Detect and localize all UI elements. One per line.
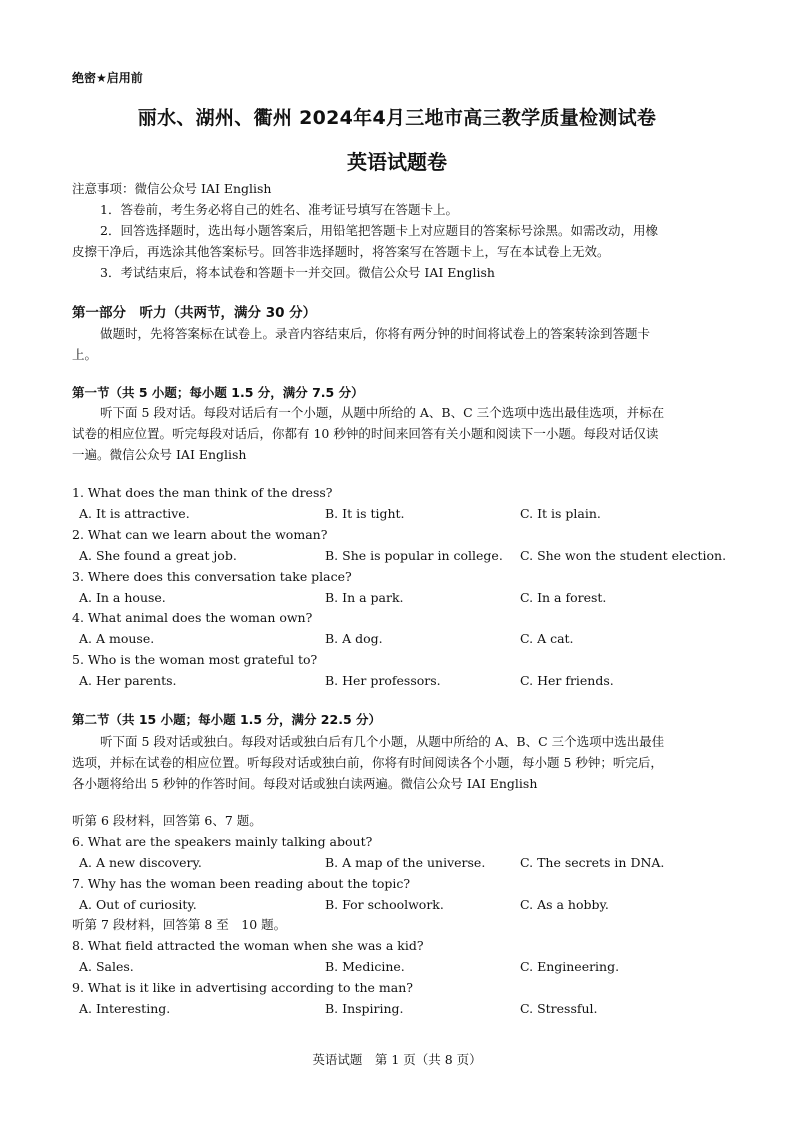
- option-c: C. As a hobby.: [520, 897, 609, 912]
- note-item: 皮擦干净后，再选涂其他答案标号。回答非选择题时，将答案写在答题卡上，写在本试卷上无效。: [72, 244, 610, 259]
- exam-title: 丽水、湖州、衢州 2024年4月三地市高三教学质量检测试卷: [137, 107, 657, 129]
- question-text: 3. Where does this conversation take place?: [72, 569, 352, 584]
- page-footer: 英语试题 第 1 页（共 8 页）: [312, 1052, 482, 1067]
- option-a: A. It is attractive.: [79, 506, 190, 521]
- section1-intro: 听下面 5 段对话。每段对话后有一个小题，从题中所给的 A、B、C 三个选项中选出最佳选项，并标在: [100, 405, 665, 420]
- question-text: 4. What animal does the woman own?: [72, 610, 313, 625]
- material-instruction: 听第 7 段材料，回答第 8 至 10 题。: [72, 917, 287, 932]
- note-item: 2．回答选择题时，选出每小题答案后，用铅笔把答题卡上对应题目的答案标号涂黑。如需改动，用橡: [100, 223, 658, 238]
- question-text: 5. Who is the woman most grateful to?: [72, 652, 318, 667]
- option-c: C. Her friends.: [520, 673, 614, 688]
- part1-heading: 第一部分 听力（共两节，满分 30 分）: [72, 305, 317, 321]
- question-text: 8. What field attracted the woman when she was a kid?: [72, 938, 424, 953]
- option-a: A. Interesting.: [79, 1001, 171, 1016]
- option-b: B. In a park.: [325, 590, 404, 605]
- option-c: C. She won the student election.: [520, 548, 727, 563]
- exam-subtitle: 英语试题卷: [347, 150, 447, 174]
- confidential-mark: 绝密★启用前: [72, 71, 143, 85]
- option-c: C. A cat.: [520, 631, 574, 646]
- option-a: A. She found a great job.: [79, 548, 237, 563]
- material-instruction: 听第 6 段材料，回答第 6、7 题。: [72, 813, 262, 828]
- option-c: C. Stressful.: [520, 1001, 598, 1016]
- option-a: A. Out of curiosity.: [79, 897, 197, 912]
- note-item: 3．考试结束后，将本试卷和答题卡一并交回。微信公众号 IAI English: [100, 265, 495, 280]
- option-a: A. Sales.: [79, 959, 134, 974]
- option-a: A. Her parents.: [79, 673, 177, 688]
- question-text: 2. What can we learn about the woman?: [72, 527, 328, 542]
- option-b: B. For schoolwork.: [325, 897, 444, 912]
- question-text: 7. Why has the woman been reading about the topic?: [72, 876, 411, 891]
- option-b: B. A map of the universe.: [325, 855, 486, 870]
- option-b: B. She is popular in college.: [325, 548, 503, 563]
- question-text: 6. What are the speakers mainly talking about?: [72, 834, 373, 849]
- option-a: A. A new discovery.: [79, 855, 202, 870]
- section1-intro: 一遍。微信公众号 IAI English: [72, 447, 247, 462]
- section2-heading: 第二节（共 15 小题；每小题 1.5 分，满分 22.5 分）: [72, 712, 381, 727]
- option-b: B. Her professors.: [325, 673, 441, 688]
- note-item: 1．答卷前，考生务必将自己的姓名、准考证号填写在答题卡上。: [100, 202, 458, 217]
- part1-intro: 上。: [72, 347, 98, 362]
- section2-intro: 选项，并标在试卷的相应位置。听每段对话或独白前，你将有时间阅读各个小题，每小题 5 秒钟；听完后，: [72, 755, 663, 770]
- option-a: A. A mouse.: [79, 631, 155, 646]
- option-b: B. Inspiring.: [325, 1001, 404, 1016]
- option-b: B. It is tight.: [325, 506, 405, 521]
- question-text: 1. What does the man think of the dress?: [72, 485, 333, 500]
- option-b: B. Medicine.: [325, 959, 405, 974]
- part1-intro: 做题时，先将答案标在试卷上。录音内容结束后，你将有两分钟的时间将试卷上的答案转涂到答题卡: [100, 326, 651, 341]
- section2-intro: 听下面 5 段对话或独白。每段对话或独白后有几个小题，从题中所给的 A、B、C 三个选项中选出最佳: [100, 734, 665, 749]
- option-b: B. A dog.: [325, 631, 383, 646]
- section1-heading: 第一节（共 5 小题；每小题 1.5 分，满分 7.5 分）: [72, 385, 364, 400]
- option-a: A. In a house.: [79, 590, 166, 605]
- option-c: C. In a forest.: [520, 590, 607, 605]
- section2-intro: 各小题将给出 5 秒钟的作答时间。每段对话或独白读两遍。微信公众号 IAI English: [72, 776, 538, 791]
- section1-intro: 试卷的相应位置。听完每段对话后，你都有 10 秒钟的时间来回答有关小题和阅读下一小题。每段对话仅读: [72, 426, 659, 441]
- option-c: C. Engineering.: [520, 959, 620, 974]
- notes-heading: 注意事项：微信公众号 IAI English: [72, 181, 272, 196]
- option-c: C. It is plain.: [520, 506, 601, 521]
- option-c: C. The secrets in DNA.: [520, 855, 665, 870]
- question-text: 9. What is it like in advertising according to the man?: [72, 980, 413, 995]
